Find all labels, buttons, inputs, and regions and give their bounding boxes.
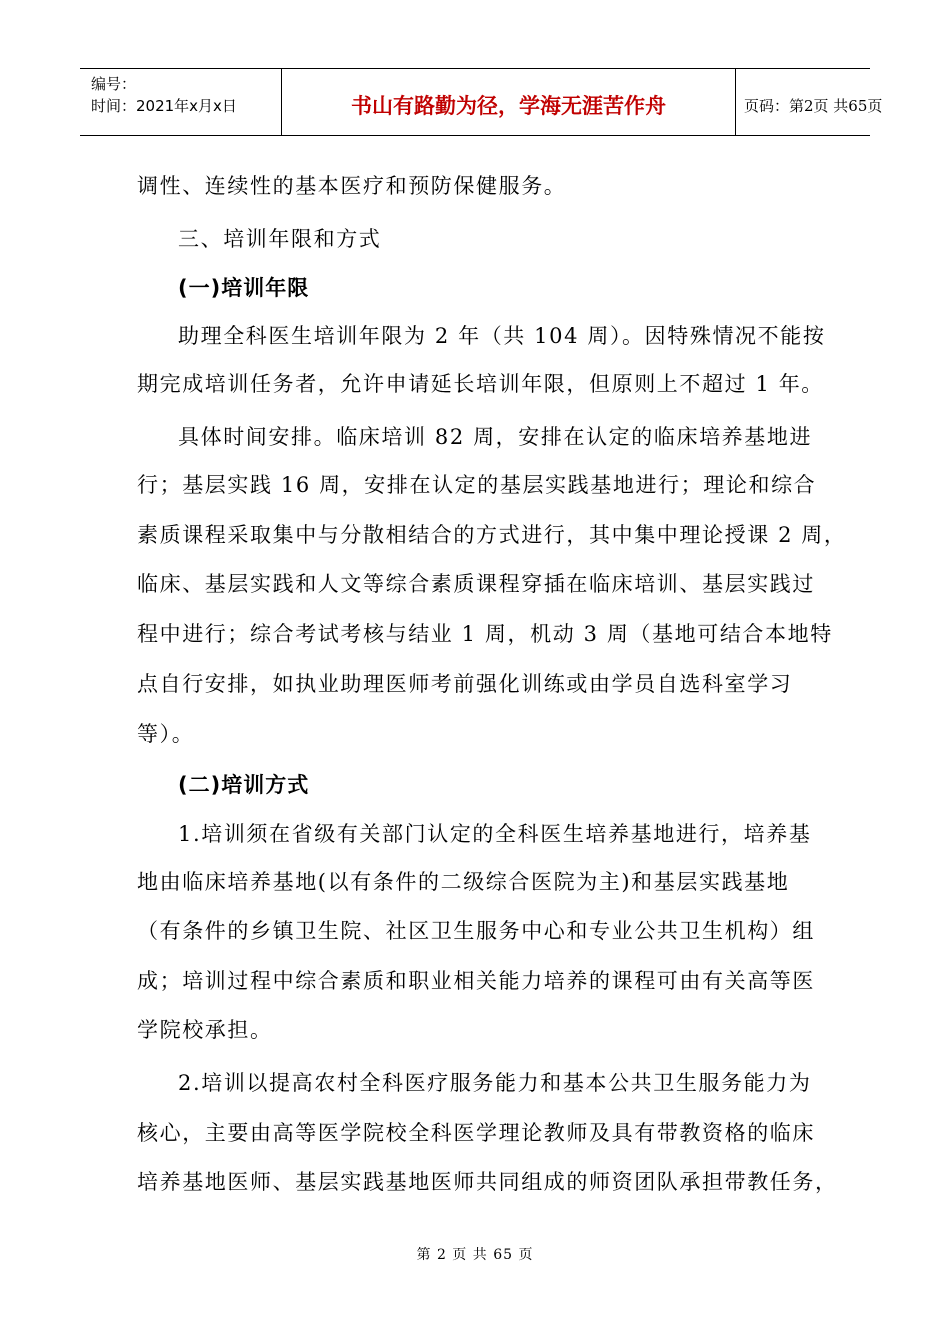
subsection-heading: (二)培训方式: [178, 773, 310, 797]
header-motto: 书山有路勤为径，学海无涯苦作舟: [351, 94, 666, 118]
paragraph-line: （有条件的乡镇卫生院、社区卫生服务中心和专业公共卫生机构）组: [137, 919, 815, 943]
page-footer: 第 2 页 共 65 页: [416, 1247, 534, 1263]
paragraph-line: 行；基层实践 16 周，安排在认定的基层实践基地进行；理论和综合: [137, 473, 817, 497]
document-date-label: 时间：2021年x月x日: [91, 97, 237, 115]
header-page-label: 页码：第2页 共65页: [744, 96, 883, 115]
paragraph-line: 成；培训过程中综合素质和职业相关能力培养的课程可由有关高等医: [137, 969, 815, 993]
paragraph-line: 核心，主要由高等医学院校全科医学理论教师及具有带教资格的临床: [137, 1121, 815, 1145]
paragraph-line: 学院校承担。: [137, 1018, 273, 1042]
paragraph-line: 等）。: [137, 722, 195, 746]
paragraph-line: 调性、连续性的基本医疗和预防保健服务。: [137, 174, 567, 198]
paragraph-line: 具体时间安排。临床培训 82 周，安排在认定的临床培养基地进: [178, 425, 813, 449]
paragraph-line: 素质课程采取集中与分散相结合的方式进行，其中集中理论授课 2 周，: [137, 523, 847, 547]
header-page-cell: [736, 69, 883, 135]
paragraph-line: 程中进行；综合考试考核与结业 1 周，机动 3 周（基地可结合本地特: [137, 622, 833, 646]
paragraph-line: 2.培训以提高农村全科医疗服务能力和基本公共卫生服务能力为: [178, 1071, 812, 1095]
paragraph-line: 地由临床培养基地(以有条件的二级综合医院为主)和基层实践基地: [137, 870, 790, 894]
paragraph-line: 期完成培训任务者，允许申请延长培训年限，但原则上不超过 1 年。: [137, 372, 824, 396]
paragraph-line: 培养基地医师、基层实践基地医师共同组成的师资团队承担带教任务，: [137, 1170, 838, 1194]
paragraph-line: 临床、基层实践和人文等综合素质课程穿插在临床培训、基层实践过: [137, 572, 815, 596]
header-meta: [80, 69, 282, 135]
paragraph-line: 点自行安排，如执业助理医师考前强化训练或由学员自选科室学习: [137, 672, 793, 696]
document-number-label: 编号：: [91, 75, 137, 93]
paragraph-line: 助理全科医生培训年限为 2 年（共 104 周）。因特殊情况不能按: [178, 324, 826, 348]
page-header: [80, 68, 883, 136]
paragraph-line: 1.培训须在省级有关部门认定的全科医生培养基地进行，培养基: [178, 822, 812, 846]
header-motto-cell: [282, 69, 736, 135]
section-heading: 三、培训年限和方式: [178, 227, 382, 251]
subsection-heading: (一)培训年限: [178, 276, 310, 300]
